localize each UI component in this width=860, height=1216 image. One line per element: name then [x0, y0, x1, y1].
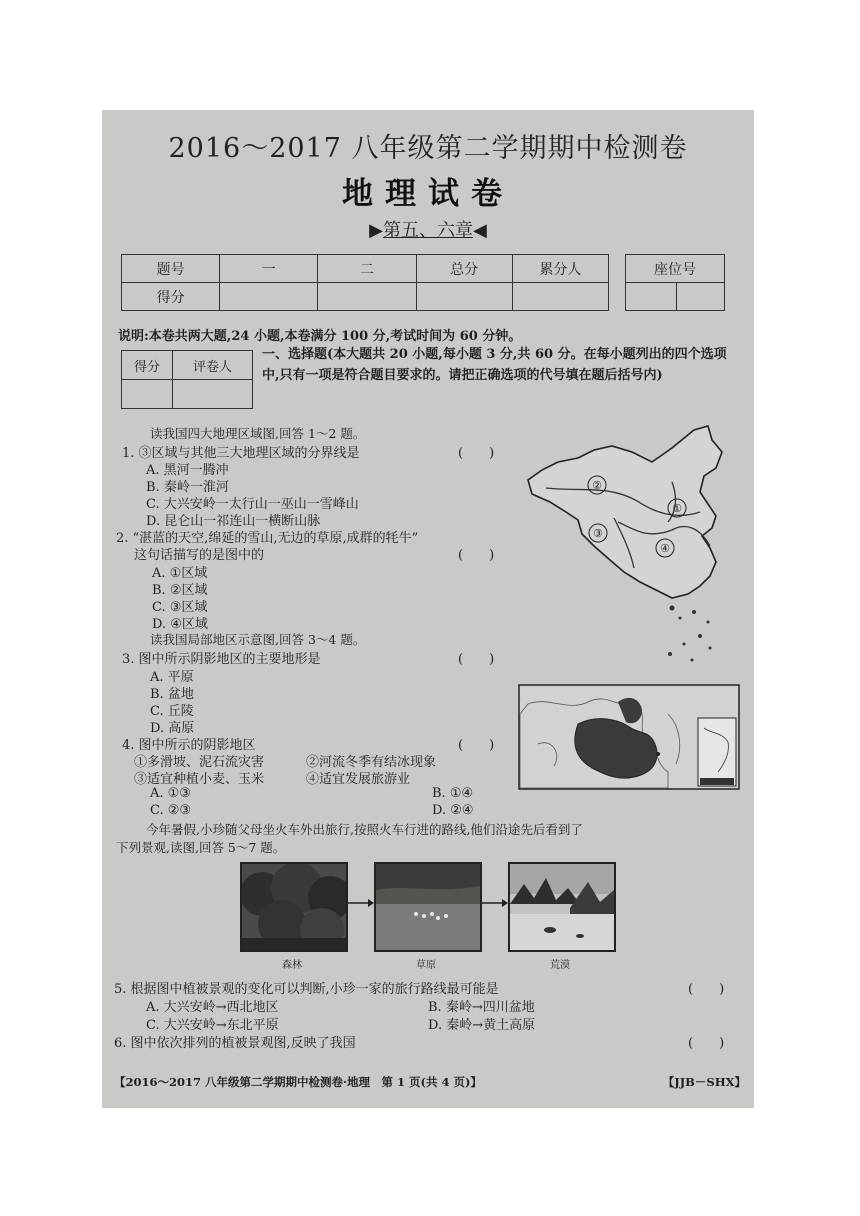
q2-answer-paren: ( ) — [458, 548, 495, 563]
q4-statement: ②河流冬季有结冰现象 — [306, 755, 437, 770]
forest-photo — [240, 862, 348, 952]
q2-option: C. ③区域 — [152, 600, 208, 615]
score-header-cell: 题号 — [122, 255, 220, 283]
seat-cell — [677, 283, 725, 311]
q4-option: B. ①④ — [432, 786, 474, 801]
score-cell — [416, 283, 512, 311]
chapter-arrow-right: ◀ — [473, 220, 487, 241]
score-row-label: 得分 — [122, 283, 220, 311]
score-header-cell: 二 — [318, 255, 416, 283]
seat-label: 座位号 — [626, 255, 725, 283]
score-header-cell: 累分人 — [512, 255, 608, 283]
chapter-label — [102, 216, 754, 242]
score-header-cell: 一 — [220, 255, 318, 283]
q3-option: A. 平原 — [150, 670, 194, 685]
q2-option: A. ①区域 — [152, 566, 208, 581]
exam-sheet — [102, 110, 754, 1108]
score-cell — [220, 283, 318, 311]
grader-score-label: 得分 — [122, 351, 173, 380]
q1-option: D. 昆仑山一祁连山一横断山脉 — [146, 514, 321, 529]
desert-caption: 荒漠 — [550, 960, 570, 971]
seat-table — [625, 254, 725, 311]
q5-option: D. 秦岭→黄土高原 — [428, 1018, 536, 1033]
intro-q3-4: 读我国局部地区示意图,回答 3～4 题。 — [150, 632, 366, 647]
q5-option: C. 大兴安岭→东北平原 — [146, 1018, 279, 1033]
q5-option: A. 大兴安岭→西北地区 — [146, 1000, 279, 1015]
score-table — [121, 254, 609, 311]
map1-label-2: ② — [592, 479, 602, 492]
q3-option: C. 丘陵 — [150, 704, 194, 719]
q5-option: B. 秦岭→四川盆地 — [428, 1000, 535, 1015]
q1-stem: 1. ③区域与其他三大地理区域的分界线是 — [122, 446, 360, 461]
grader-label: 评卷人 — [173, 351, 253, 380]
grader-table — [121, 350, 253, 409]
q2-stem: 2. “湛蓝的天空,绵延的雪山,无边的草原,成群的牦牛” — [116, 531, 419, 546]
grader-cell — [173, 380, 253, 409]
q2-stem-cont: 这句话描写的是图中的 — [134, 548, 265, 563]
q2-option: D. ④区域 — [152, 617, 208, 632]
regional-map — [518, 684, 740, 790]
q1-option: B. 秦岭一淮河 — [146, 480, 229, 495]
arrow-icon — [346, 898, 374, 908]
q5-stem: 5. 根据图中植被景观的变化可以判断,小珍一家的旅行路线最可能是 — [114, 982, 499, 997]
q3-option: D. 高原 — [150, 721, 195, 736]
forest-caption: 森林 — [282, 960, 302, 971]
page-footer: 【2016～2017 八年级第二学期期中检测卷·地理 第 1 页(共 4 页)】 — [114, 1075, 482, 1089]
chapter-arrow-left: ▶ — [369, 220, 383, 241]
grassland-caption: 草原 — [416, 960, 436, 971]
q6-answer-paren: ( ) — [688, 1036, 725, 1051]
desert-photo — [508, 862, 616, 952]
map1-label-3: ③ — [593, 527, 603, 540]
q4-statement: ④适宜发展旅游业 — [306, 772, 411, 787]
china-regions-map — [522, 422, 732, 667]
q5-answer-paren: ( ) — [688, 982, 725, 997]
arrow-icon — [480, 898, 508, 908]
q1-option: A. 黑河一腾冲 — [146, 463, 229, 478]
section-1-heading: 一、选择题(本大题共 20 小题,每小题 3 分,共 60 分。在每小题列出的四个选项中,只有一项是符合题目要求的。请把正确选项的代号填在题后括号内) — [262, 347, 727, 383]
q3-stem: 3. 图中所示阴影地区的主要地形是 — [122, 652, 321, 667]
intro-q5-7-line2: 下列景观,读图,回答 5～7 题。 — [116, 840, 286, 855]
map1-label-1: ① — [672, 502, 682, 515]
grassland-photo — [374, 862, 482, 952]
map1-label-4: ④ — [660, 542, 670, 555]
q4-stem: 4. 图中所示的阴影地区 — [122, 738, 256, 753]
q4-statement: ①多滑坡、泥石流灾害 — [134, 755, 265, 770]
page-code: 【JJB－SHX】 — [662, 1075, 746, 1089]
instructions-note: 说明:本卷共两大题,24 小题,本卷满分 100 分,考试时间为 60 分钟。 — [118, 329, 522, 344]
q1-option: C. 大兴安岭一太行山一巫山一雪峰山 — [146, 497, 359, 512]
seat-cell — [626, 283, 677, 311]
score-cell — [512, 283, 608, 311]
score-header-cell: 总分 — [416, 255, 512, 283]
q4-answer-paren: ( ) — [458, 738, 495, 753]
q2-option: B. ②区域 — [152, 583, 208, 598]
subject-title: 地理试卷 — [342, 176, 514, 212]
q4-option: D. ②④ — [432, 803, 474, 818]
intro-q1-2: 读我国四大地理区域图,回答 1～2 题。 — [150, 426, 366, 441]
q6-stem: 6. 图中依次排列的植被景观图,反映了我国 — [114, 1036, 356, 1051]
q4-statement: ③适宜种植小麦、玉米 — [134, 772, 265, 787]
score-cell — [318, 283, 416, 311]
q1-answer-paren: ( ) — [458, 446, 495, 461]
intro-q5-7-line1: 今年暑假,小珍随父母坐火车外出旅行,按照火车行进的路线,他们沿途先后看到了 — [146, 822, 583, 837]
grader-cell — [122, 380, 173, 409]
q3-option: B. 盆地 — [150, 687, 194, 702]
chapter-text: 第五、六章 — [383, 220, 473, 241]
q4-option: A. ①③ — [150, 786, 191, 801]
q4-option: C. ②③ — [150, 803, 192, 818]
exam-title: 2016～2017 八年级第二学期期中检测卷 — [168, 133, 688, 164]
q3-answer-paren: ( ) — [458, 652, 495, 667]
